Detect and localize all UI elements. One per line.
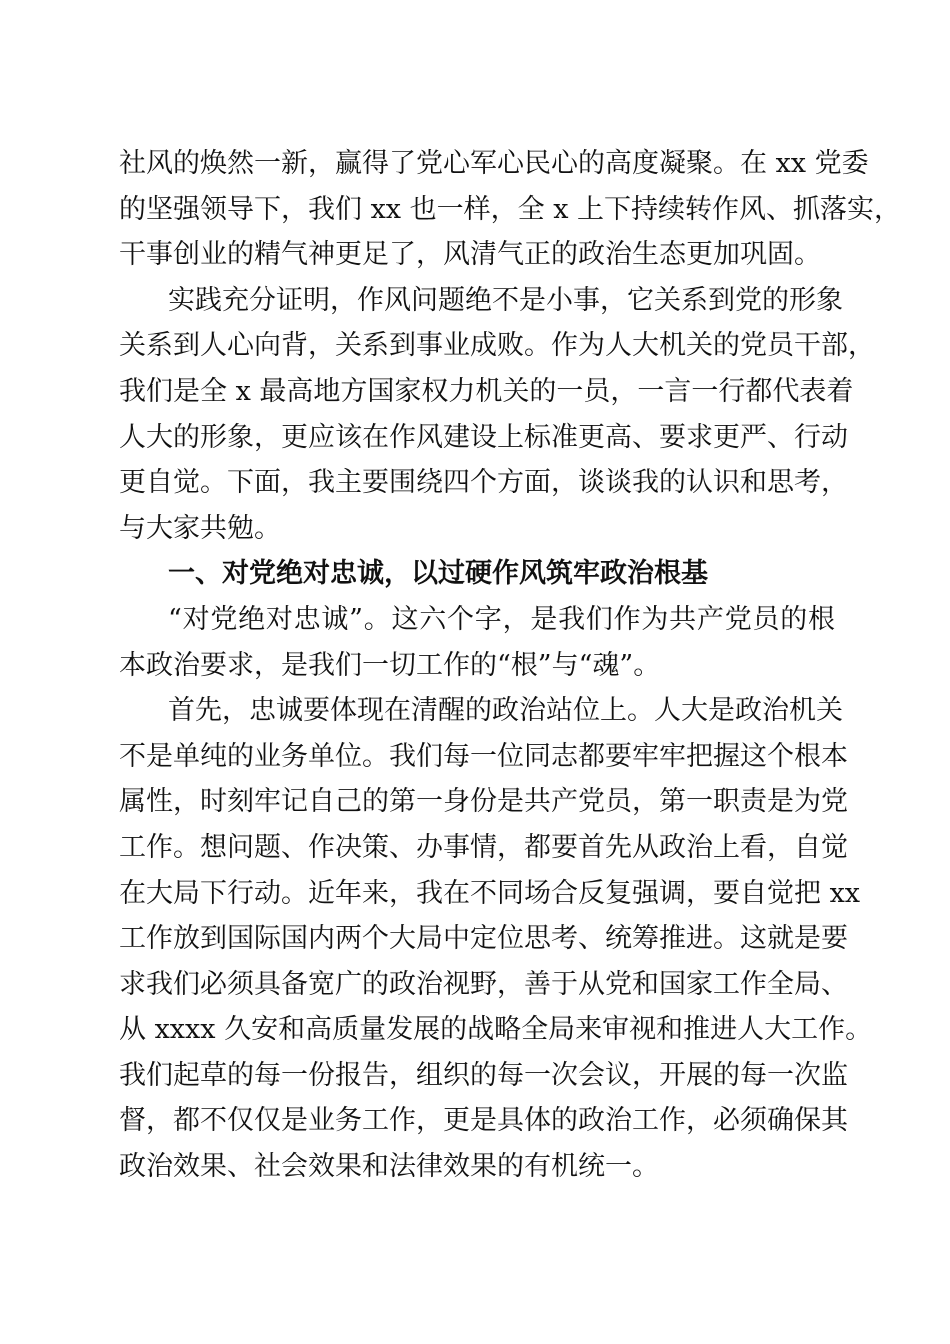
document-body	[119, 141, 902, 1190]
text-line: 属性，时刻牢记自己的第一身份是共产党员，第一职责是为党	[119, 786, 848, 818]
text-line: 的坚强领导下，我们 xx 也一样，全 x 上下持续转作风、抓落实，	[119, 193, 902, 225]
paragraph-2	[119, 278, 875, 552]
text-line: 工作。想问题、作决策、办事情，都要首先从政治上看，自觉	[119, 831, 848, 863]
text-line: 督，都不仅仅是业务工作，更是具体的政治工作，必须确保其	[119, 1105, 848, 1137]
paragraph-3	[119, 597, 835, 688]
text-line: 工作放到国际国内两个大局中定位思考、统筹推进。这就是要	[119, 923, 848, 955]
text-line: 关系到人心向背，关系到事业成败。作为人大机关的党员干部，	[119, 330, 875, 362]
text-line: 从 xxxx 久安和高质量发展的战略全局来审视和推进人大工作。	[119, 1014, 873, 1046]
text-line: 政治效果、社会效果和法律效果的有机统一。	[119, 1151, 659, 1183]
text-line: 我们是全 x 最高地方国家权力机关的一员，一言一行都代表着	[119, 375, 854, 407]
section-heading: 一、对党绝对忠诚，以过硬作风筑牢政治根基	[168, 558, 708, 590]
paragraph-1	[119, 141, 902, 278]
text-line: 我们起草的每一份报告，组织的每一次会议，开展的每一次监	[119, 1059, 848, 1091]
text-line: 求我们必须具备宽广的政治视野，善于从党和国家工作全局、	[119, 968, 848, 1000]
text-line: 干事创业的精气神更足了，风清气正的政治生态更加巩固。	[119, 239, 821, 271]
text-line: 与大家共勉。	[119, 512, 281, 544]
text-line: 首先，忠诚要体现在清醒的政治站位上。人大是政治机关	[168, 695, 843, 727]
text-line: 人大的形象，更应该在作风建设上标准更高、要求更严、行动	[119, 421, 848, 453]
text-line: 社风的焕然一新，赢得了党心军心民心的高度凝聚。在 xx 党委	[119, 148, 869, 179]
text-line: 实践充分证明，作风问题绝不是小事，它关系到党的形象	[168, 284, 843, 316]
text-line: 更自觉。下面，我主要围绕四个方面，谈谈我的认识和思考，	[119, 467, 848, 499]
text-line: 在大局下行动。近年来，我在不同场合反复强调，要自觉把 xx	[119, 877, 861, 909]
text-line: 本政治要求，是我们一切工作的“根”与“魂”。	[119, 649, 661, 681]
text-line: 不是单纯的业务单位。我们每一位同志都要牢牢把握这个根本	[119, 740, 848, 772]
paragraph-4	[119, 688, 873, 1190]
text-line: “对党绝对忠诚”。这六个字，是我们作为共产党员的根	[168, 603, 835, 635]
